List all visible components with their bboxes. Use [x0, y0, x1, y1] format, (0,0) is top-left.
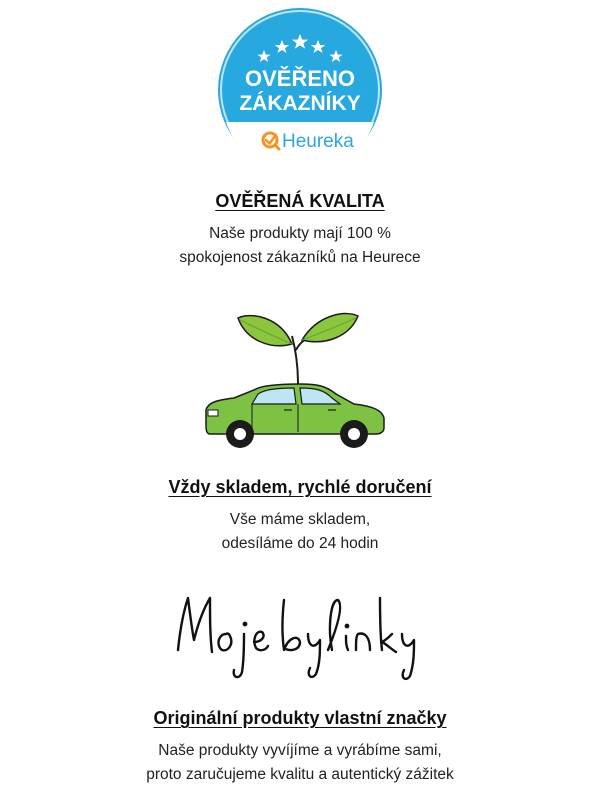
- feature-description-line: Naše produkty vyvíjíme a vyrábíme sami,: [158, 742, 442, 759]
- moje-bylinky-logo: [170, 590, 430, 686]
- feature-description: [0, 222, 600, 270]
- feature-description: [0, 508, 600, 556]
- feature-description-line: Naše produkty mají 100 %: [209, 225, 391, 242]
- feature-quality: [0, 190, 600, 270]
- heureka-verified-badge-icon: [216, 6, 384, 174]
- feature-description-line: proto zaručujeme kvalitu a autentický zážitek: [146, 766, 454, 783]
- feature-original-products: [0, 707, 600, 787]
- feature-title: Originální produkty vlastní značky: [153, 708, 447, 728]
- badge-brand: Heureka: [282, 131, 354, 152]
- brand-logo: [0, 590, 600, 686]
- feature-description-line: Vše máme skladem,: [229, 511, 371, 528]
- badge-line1: OVĚŘENO: [244, 66, 356, 91]
- feature-stock-delivery: [0, 476, 600, 556]
- eco-car-with-sprout-icon: [200, 306, 400, 456]
- feature-description-line: odesíláme do 24 hodin: [221, 535, 379, 552]
- heureka-badge: [0, 6, 600, 174]
- logo-text: Moje bylinky: [297, 684, 303, 685]
- feature-description-line: spokojenost zákazníků na Heurece: [179, 249, 421, 266]
- eco-car-graphic: [0, 306, 600, 456]
- feature-title: Vždy skladem, rychlé doručení: [168, 477, 432, 497]
- badge-line2: ZÁKAZNÍKY: [239, 92, 361, 115]
- feature-description: [0, 739, 600, 787]
- feature-title: OVĚŘENÁ KVALITA: [215, 191, 385, 211]
